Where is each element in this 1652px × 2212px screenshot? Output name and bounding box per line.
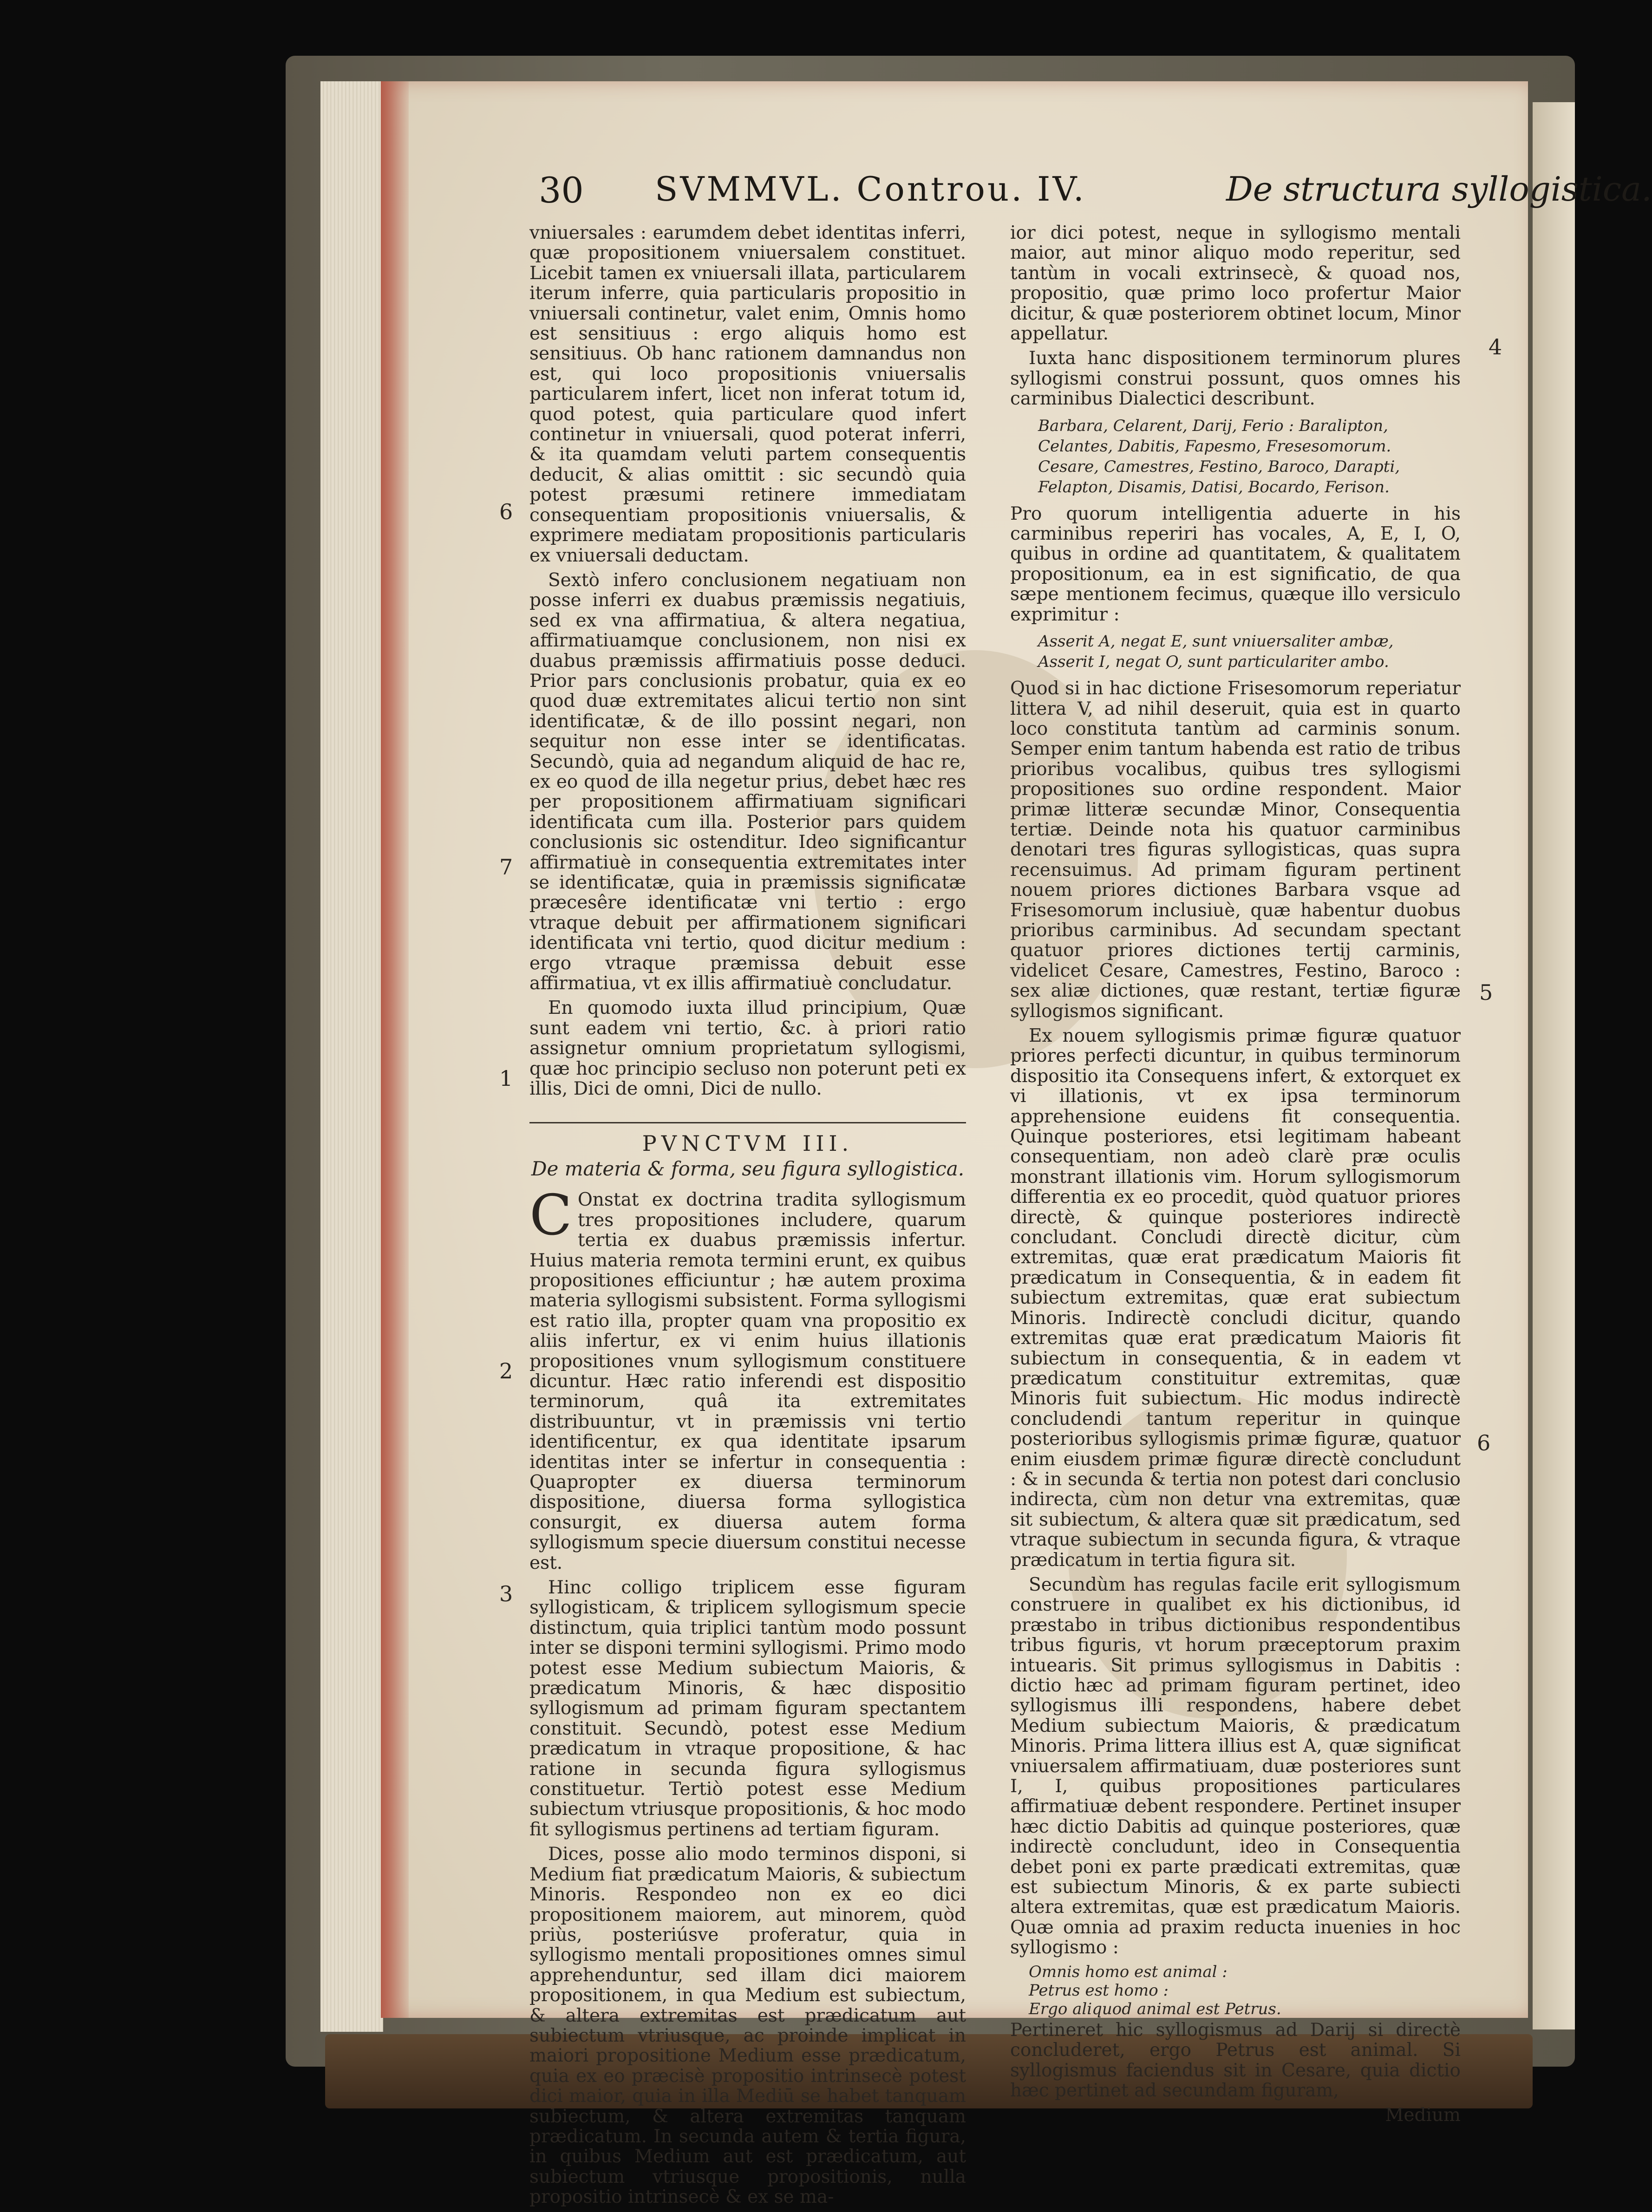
red-page-edge — [381, 81, 409, 2018]
verse-block — [1038, 631, 1461, 672]
left-text-column — [529, 223, 966, 2212]
margin-number: 1 — [499, 1066, 513, 1091]
paragraph: vniuersales : earumdem debet identitas inferri, quæ propositionem vniuersalem constituet. Licebit tamen ex vniuersali illata, particularem iterum inferre, quia particularis propositio in vniuersali continetur, valet enim, Omnis homo est sensitiuus : ergo aliquis homo est sensitiuus. Ob hanc rationem damnandus non est, qui loco propositionis vniuersalis particularem infert, licet non inferat totum id, quod potest, quia particulare quod infert continetur in vniuersali, quod poterat inferri, & ita quamdam veluti partem consequentis deducit, & alias omittit : sic secundò quia potest præsumi retinere immediatam consequentiam propositionis vniuersalis, & exprimere mediatam propositionis particularis ex vniuersali deductam. — [529, 222, 966, 566]
margin-number: 4 — [1489, 334, 1502, 359]
example-line: Ergo aliquod animal est Petrus. — [1029, 1999, 1281, 2018]
example-line: Omnis homo est animal : — [1029, 1962, 1228, 1981]
running-subtitle: De structura syllogistica. — [1226, 170, 1652, 209]
paragraph: Secundùm has regulas facile erit syllogismum construere in qualibet ex his dictionibus, id præstabo in tribus dictionibus respondentibus tribus figuris, vt horum præceptorum praxim intuearis. Sit primus syllogismus in Dabitis : dictio hæc ad primam figuram pertinet, ideo syllogismus illi respondens, habere debet Medium subiectum Maioris, & prædicatum Minoris. Prima littera illius est A, quæ significat vniuersalem affirmatiuam, duæ posteriores sunt I, I, quibus propositiones particulares affirmatiuæ debent respondere. Pertinet insuper hæc dictio Dabitis ad quinque posteriores, quæ indirectè concludunt, ideo in Consequentia debet poni ex parte prædicati extremitas, quæ est subiectum Minoris, & ex parte subiecti altera extremitas, quæ est prædicatum Maioris. Quæ omnia ad praxim reducta inuenies in hoc syllogismo : — [1010, 1574, 1461, 1958]
section-rule — [529, 1122, 966, 1123]
verse-line: Barbara, Celarent, Darij, Ferio : Baralipton, — [1038, 416, 1388, 435]
example-syllogism — [1029, 1963, 1461, 2018]
paragraph: ior dici potest, neque in syllogismo mentali maior, aut minor aliquo modo reperitur, sed tantùm in vocali extrinsecè, & quoad nos, propositio, quæ primo loco profertur Maior dicitur, & quæ posteriorem obtinet locum, Minor appellatur. — [1010, 222, 1461, 345]
margin-number: 6 — [1477, 1430, 1491, 1455]
margin-number: 5 — [1479, 980, 1493, 1005]
section-subheading: De materia & forma, seu figura syllogistica. — [531, 1157, 965, 1180]
paragraph — [529, 1183, 966, 1573]
paragraph: En quomodo iuxta illud principium, Quæ sunt eadem vni tertio, &c. à priori ratio assignetur omnium proprietatum syllogismi, quæ hoc principio secluso non poterunt peti ex illis, Dici de omni, Dici de nullo. — [529, 998, 966, 1100]
example-line: Petrus est homo : — [1029, 1981, 1169, 2000]
page-number: 30 — [539, 170, 584, 211]
catchword: Medium — [1385, 2105, 1461, 2126]
margin-number: 3 — [499, 1581, 513, 1606]
page-block-edge — [320, 81, 383, 2032]
drop-cap: C — [529, 1183, 572, 1248]
verse-line: Celantes, Dabitis, Fapesmo, Fresesomorum. — [1038, 437, 1391, 456]
margin-number: 7 — [499, 855, 513, 880]
right-text-column — [1010, 223, 1461, 2126]
paragraph: Iuxta hanc dispositionem terminorum plures syllogismi construi possunt, quos omnes his carminibus Dialectici describunt. — [1010, 348, 1461, 410]
section-heading: PVNCTVM III. — [642, 1131, 854, 1156]
paragraph: Pertineret hic syllogismus ad Darij si directè concluderet, ergo Petrus est animal. Si syllogismus faciendus sit in Cesare, quia dictio hæc pertinet ad secundam figuram, — [1010, 2019, 1461, 2101]
verse-line: Felapton, Disamis, Datisi, Bocardo, Ferison. — [1038, 477, 1390, 496]
margin-number: 6 — [499, 499, 513, 524]
paragraph: Dices, posse alio modo terminos disponi, si Medium fiat prædicatum Maioris, & subiectum Minoris. Respondeo non ex eo dici propositionem maiorem, aut minorem, quòd priùs, posteriúsve proferatur, quia in syllogismo mentali propositiones omnes simul apprehenduntur, sed illam dici maiorem propositionem, in qua Medium est subiectum, & altera extremitas est prædicatum aut subiectum vtriusque, ac proinde implicat in maiori propositione Medium esse prædicatum, quia ex eo præcisè propositio intrinsecè potest dici maior, quia in illa Mediū se habet tanquam subiectum, & altera extremitas tanquam prædicatum. In secunda autem & tertia figura, in quibus Medium aut est prædicatum, aut subiectum vtriusque propositionis, nulla propositio intrinsecè & ex se ma- — [529, 1844, 966, 2208]
running-header — [539, 170, 1652, 221]
verse-line: Cesare, Camestres, Festino, Baroco, Darapti, — [1038, 457, 1400, 476]
paragraph: Sextò infero conclusionem negatiuam non posse inferri ex duabus præmissis negatiuis, sed ex vna affirmatiua, & altera negatiua, affirmatiuamque conclusionem, non nisi ex duabus præmissis affirmatiuis posse deduci. Prior pars conclusionis probatur, quia ex eo quod duæ extremitates alicui tertio non sint identificatæ, & de illo possint negari, non sequitur non esse inter se identificatas. Secundò, quia ad negandum aliquid de hac re, ex eo quod de illa negetur prius, debet hæc res per propositionem affirmatiuam significari identificata cum illa. Posterior pars quidem conclusionis sic ostenditur. Ideo significantur affirmatiuè in consequentia extremitates inter se identificatæ, quia in præmissis significatæ præcesêre identificatæ vni tertio : ergo vtraque debuit per affirmationem significari identificata vni tertio, quod dicitur medium : ergo vtraque præmissa debuit esse affirmatiua, vt ex illis affirmatiuè concludatur. — [529, 569, 966, 994]
facing-page-edge — [1533, 102, 1575, 2029]
paragraph: Quod si in hac dictione Frisesomorum reperiatur littera V, ad nihil deseruit, quia est in quarto loco constituta tantùm ad carminis sonum. Semper enim tantum habenda est ratio de tribus prioribus vocalibus, quibus tres syllogismi propositiones suo ordine respondent. Maior primæ litteræ secundæ Minor, Consequentia tertiæ. Deinde nota his quatuor carminibus denotari tres figuras syllogisticas, quas supra recensuimus. Ad primam figuram pertinent nouem priores dictiones Barbara vsque ad Frisesomorum inclusiuè, quæ habentur duobus prioribus carminibus. Ad secundam spectant quatuor priores dictiones tertij carminis, videlicet Cesare, Camestres, Festino, Baroco : sex aliæ dictiones, quæ restant, tertiæ figuræ syllogismos significant. — [1010, 678, 1461, 1022]
paragraph-text: Onstat ex doctrina tradita syllogismum tres propositiones includere, quarum tertia ex duabus præmissis infertur. Huius materia remota termini erunt, ex quibus propositiones efficiuntur ; hæ autem proxima materia syllogismi subsistent. Forma syllogismi est ratio illa, propter quam vna propositio ex aliis infertur, ex vi enim huius illationis propositiones vnum syllogismum constituere dicuntur. Hæc ratio inferendi est dispositio terminorum, quâ ita extremitates distribuuntur, vt in præmissis vni tertio identificentur, ex qua identitate ipsarum identitas inter se infertur in consequentia : Quapropter ex diuersa terminorum dispositione, diuersa forma syllogistica consurgit, ex diuersa autem forma syllogismum specie diuersum constitui necesse est. — [529, 1189, 966, 1573]
paragraph: Ex nouem syllogismis primæ figuræ quatuor priores perfecti dicuntur, in quibus terminorum dispositio ita Consequens infert, & extorquet ex vi illationis, vt ex ipsa terminorum apprehensione euidens fit consequentia. Quinque posteriores, etsi legitimam habeant consequentiam, non adeò clarè præ oculis monstrant illationis vim. Horum syllogismorum differentia ex eo procedit, quòd quatuor priores directè, & quinque posteriores indirectè concludant. Concludi directè dicitur, cùm extremitas, quæ erat prædicatum Maioris fit prædicatum in Consequentia, & in eadem fit subiectum extremitas, quæ erat subiectum Minoris. Indirectè concludi dicitur, quando extremitas quæ erat prædicatum Maioris fit subiectum in consequentia, & in eadem vt prædicatum constituitur extremitas, quæ Minoris fuit subiectum. Hic modus indirectè concludendi tantum reperitur in quinque posterioribus syllogismis primæ figuræ, quatuor enim eiusdem primæ figuræ directè concludunt : & in secunda & tertia non potest dari conclusio indirecta, cùm non detur vna extremitas, quæ sit subiectum, & altera quæ sit prædicatum, sed vtraque subiectum in secunda figura, & vtraque prædicatum in tertia figura sit. — [1010, 1025, 1461, 1571]
paragraph: Pro quorum intelligentia aduerte in his carminibus reperiri has vocales, A, E, I, O, quibus in ordine ad quantitatem, & qualitatem propositionum, ea in est significatio, de qua sæpe mentionem fecimus, quæque illo versiculo exprimitur : — [1010, 503, 1461, 625]
verse-block — [1038, 416, 1461, 497]
verse-line: Asserit I, negat O, sunt particulariter ambo. — [1038, 653, 1389, 672]
verse-line: Asserit A, negat E, sunt vniuersaliter ambæ, — [1038, 632, 1394, 651]
paragraph: Hinc colligo triplicem esse figuram syllogisticam, & triplicem syllogismum specie distinctum, quia triplici tantùm modo possunt inter se disponi termini syllogismi. Primo modo potest esse Medium subiectum Maioris, & prædicatum Minoris, & hæc dispositio syllogismum ad primam figuram spectantem constituit. Secundò, potest esse Medium prædicatum in vtraque propositione, & hac ratione in secunda figura syllogismus constituetur. Tertiò potest esse Medium subiectum vtriusque propositionis, & hoc modo fit syllogismus pertinens ad tertiam figuram. — [529, 1577, 966, 1840]
running-title: SVMMVL. Controu. IV. — [655, 170, 1086, 209]
margin-number: 2 — [499, 1358, 513, 1383]
